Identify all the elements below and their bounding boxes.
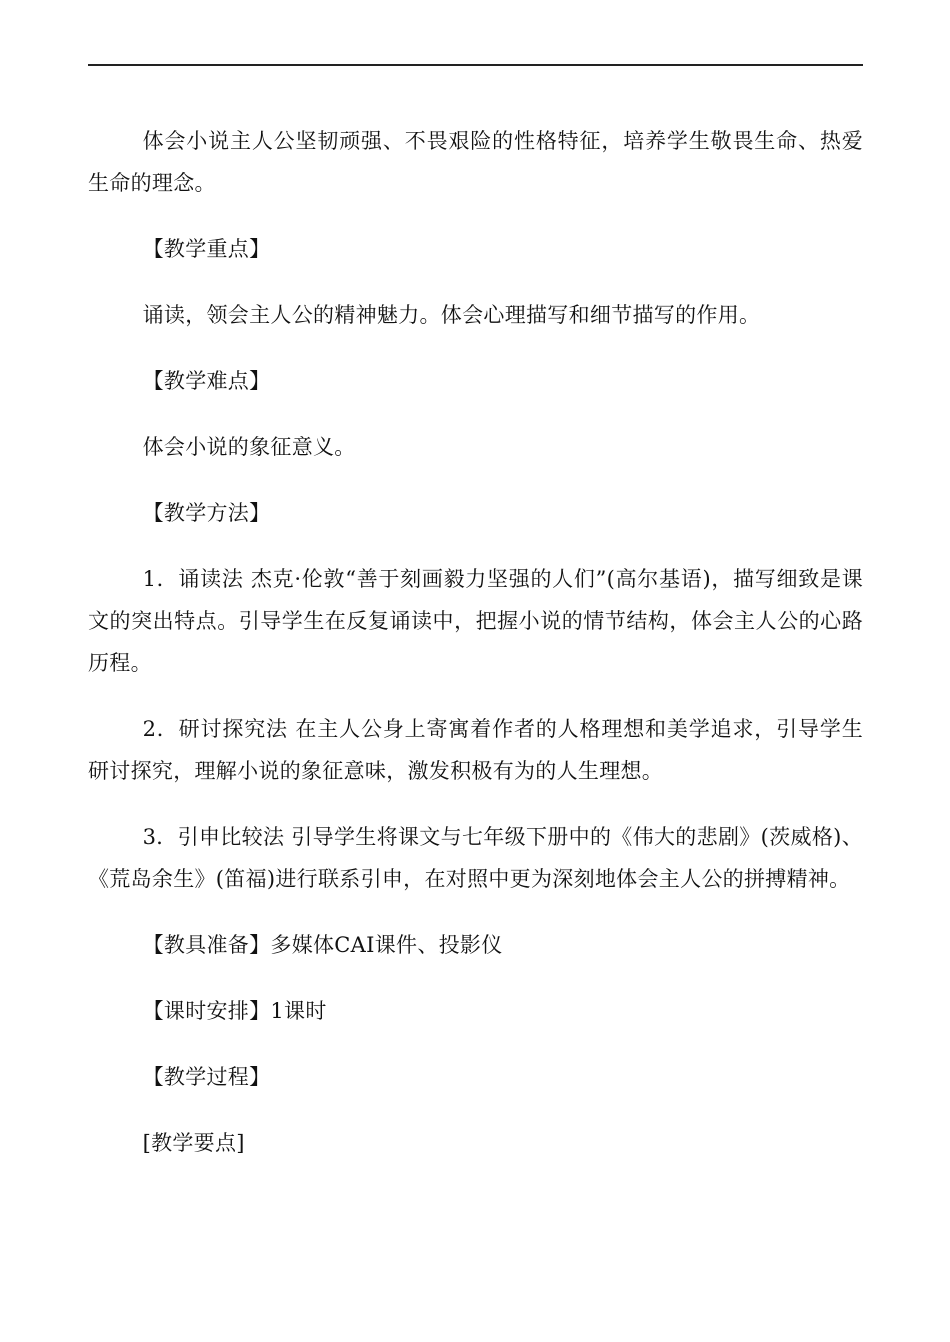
method-3-paragraph: 3．引申比较法 引导学生将课文与七年级下册中的《伟大的悲剧》(茨威格)、《荒岛余生》(笛福)进行联系引申，在对照中更为深刻地体会主人公的拼搏精神。	[88, 825, 863, 891]
methods-heading: 【教学方法】	[142, 501, 271, 525]
key-points-heading: 【教学重点】	[142, 237, 271, 261]
objective-paragraph: 体会小说主人公坚韧顽强、不畏艰险的性格特征，培养学生敬畏生命、热爱生命的理念。	[88, 129, 863, 195]
teaching-essentials-label: [教学要点]	[142, 1131, 245, 1155]
process-heading: 【教学过程】	[142, 1065, 271, 1089]
document-body	[88, 120, 863, 1188]
teaching-aids-line: 【教具准备】多媒体CAI课件、投影仪	[142, 933, 503, 957]
difficulties-heading: 【教学难点】	[142, 369, 271, 393]
class-hours-line: 【课时安排】1课时	[142, 999, 327, 1023]
key-points-text: 诵读，领会主人公的精神魅力。体会心理描写和细节描写的作用。	[142, 303, 761, 327]
header-rule	[88, 64, 863, 66]
difficulties-text: 体会小说的象征意义。	[142, 435, 356, 459]
method-2-paragraph: 2．研讨探究法 在主人公身上寄寓着作者的人格理想和美学追求，引导学生研讨探究，理解小说的象征意味，激发积极有为的人生理想。	[88, 717, 863, 783]
method-1-paragraph: 1．诵读法 杰克·伦敦“善于刻画毅力坚强的人们”(高尔基语)，描写细致是课文的突出特点。引导学生在反复诵读中，把握小说的情节结构，体会主人公的心路历程。	[88, 567, 863, 675]
